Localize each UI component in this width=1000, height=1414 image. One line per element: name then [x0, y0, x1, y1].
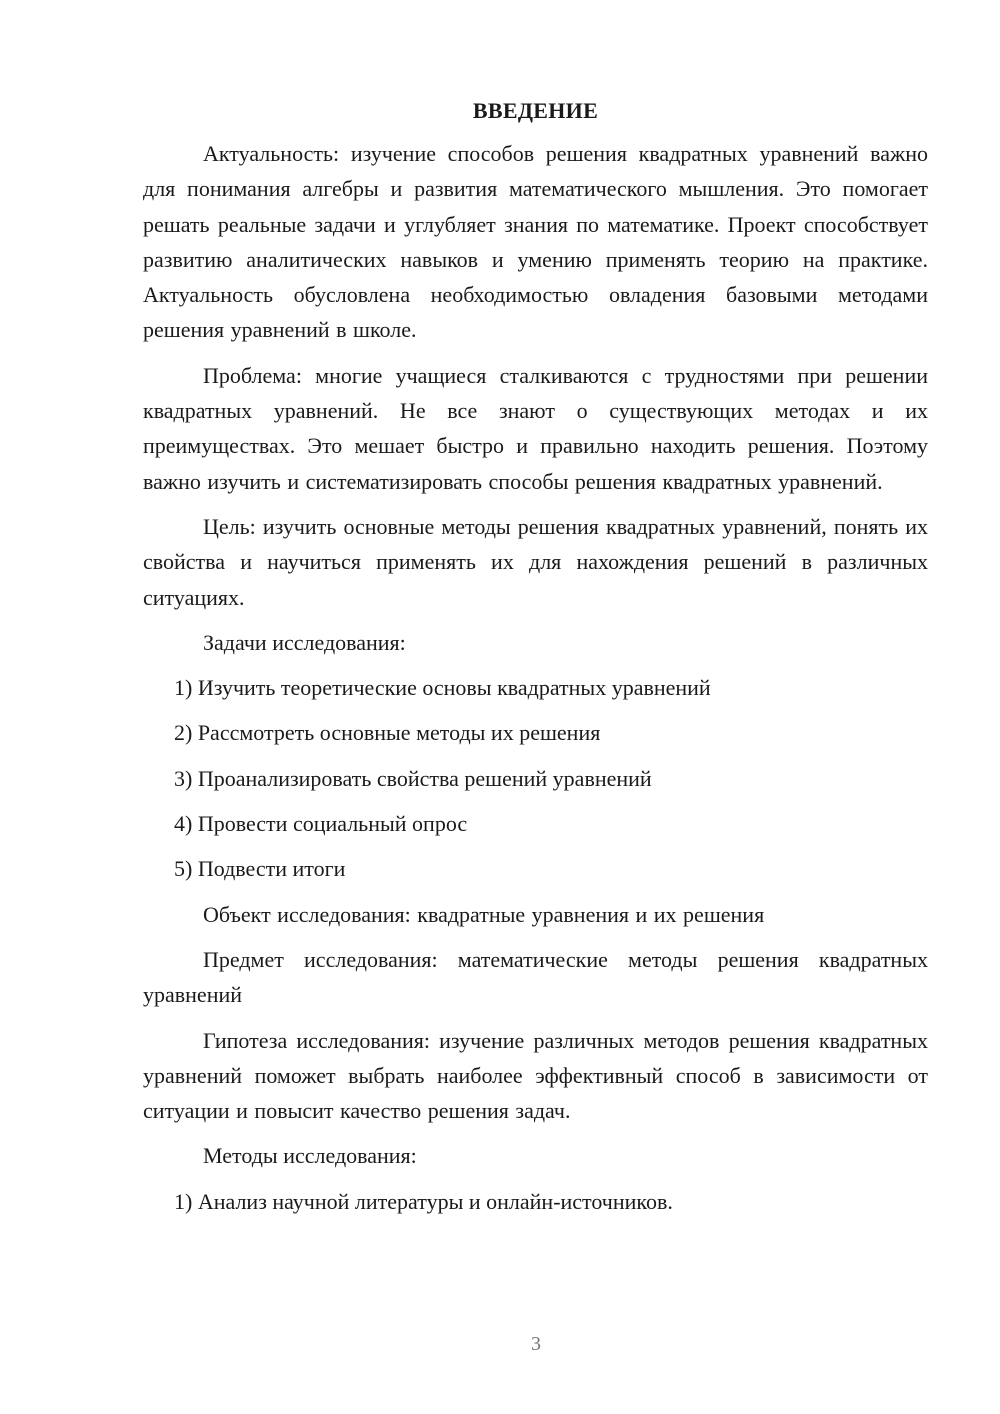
- problem-paragraph: Проблема: многие учащиеся сталкиваются с трудностями при решении квадратных уравнений. Не все знают о существующих методах и их преимуществах. Это мешает быстро и правильно находить решения. Поэтому важно изучить и систематизировать способы решения квадратных уравнений.: [143, 362, 928, 494]
- list-item: 2) Рассмотреть основные методы их решения: [174, 720, 601, 746]
- page-content: [143, 96, 928, 1229]
- page-number: 3: [531, 1333, 541, 1355]
- list-item: 3) Проанализировать свойства решений уравнений: [174, 765, 652, 791]
- subject-paragraph: Предмет исследования: математические методы решения квадратных уравнений: [143, 946, 928, 1008]
- goal-paragraph: Цель: изучить основные методы решения квадратных уравнений, понять их свойства и научиться применять их для нахождения решений в различных ситуациях.: [143, 513, 928, 610]
- list-item: 5) Подвести итоги: [174, 856, 346, 882]
- list-item: 1) Изучить теоретические основы квадратных уравнений: [174, 675, 711, 701]
- methods-list: [143, 1184, 928, 1219]
- section-title: ВВЕДЕНИЕ: [472, 98, 599, 123]
- list-item: 1) Анализ научной литературы и онлайн-источников.: [174, 1188, 673, 1214]
- tasks-label: Задачи исследования:: [203, 629, 406, 655]
- tasks-list: [143, 670, 928, 886]
- list-item: 4) Провести социальный опрос: [174, 811, 468, 837]
- object-paragraph: Объект исследования: квадратные уравнения и их решения: [203, 901, 765, 927]
- hypothesis-paragraph: Гипотеза исследования: изучение различных методов решения квадратных уравнений поможет выбрать наиболее эффективный способ в зависимости от ситуации и повысит качество решения задач.: [143, 1027, 928, 1124]
- methods-label: Методы исследования:: [203, 1143, 417, 1169]
- relevance-paragraph: Актуальность: изучение способов решения квадратных уравнений важно для понимания алгебры и развития математического мышления. Это помогает решать реальные задачи и углубляет знания по математике. Проект способствует развитию аналитических навыков и умению применять теорию на практике. Актуальность обусловлена необходимостью овладения базовыми методами решения уравнений в школе.: [143, 141, 928, 343]
